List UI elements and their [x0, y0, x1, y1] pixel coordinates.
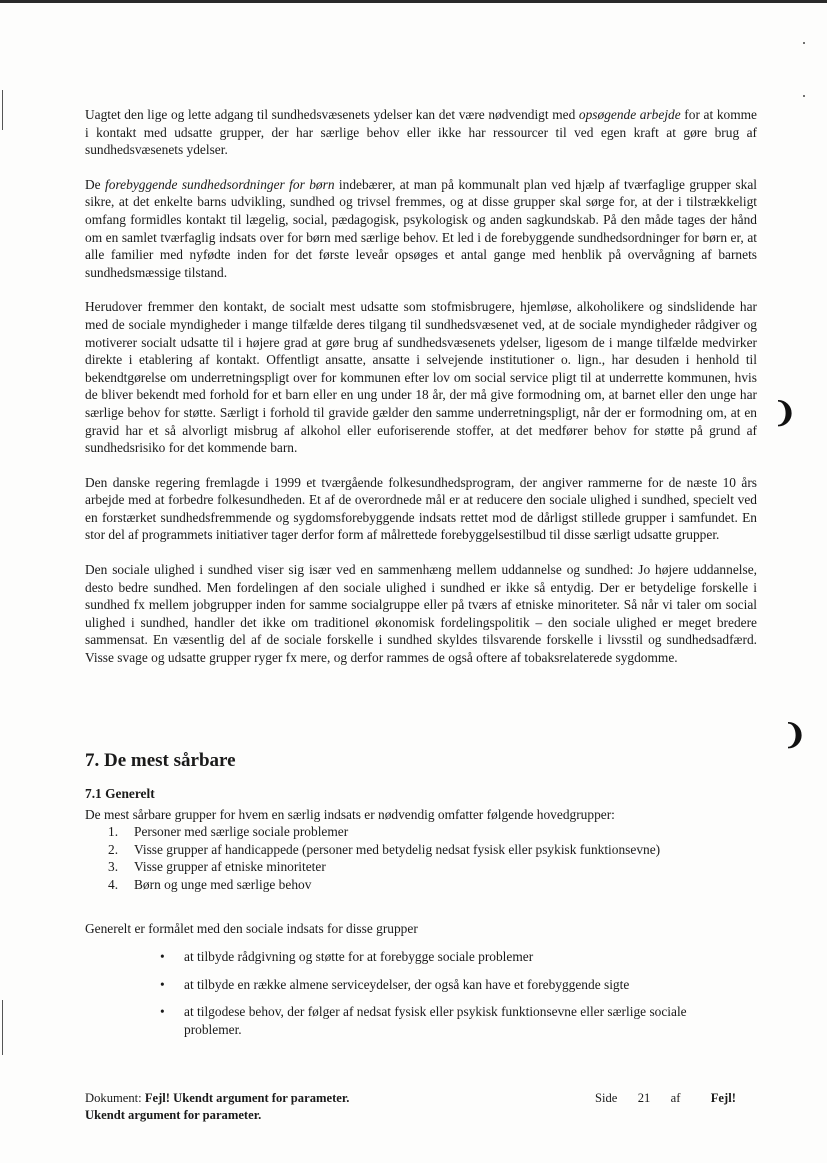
page-number: 21: [637, 1091, 651, 1105]
bullet-icon: •: [160, 976, 165, 992]
scan-margin-mark: [2, 1000, 3, 1055]
list-item: [108, 858, 660, 876]
footer-field-error: Ukendt argument for parameter.: [85, 1108, 262, 1122]
list-item: [108, 876, 660, 894]
page-label: Side: [595, 1091, 618, 1105]
list-item-text: at tilbyde en række almene serviceydelser, der også kan have et forebyggende sigte: [184, 976, 630, 992]
bullet-icon: •: [160, 949, 165, 964]
scan-curl-mark: ❩: [773, 398, 797, 429]
scan-margin-mark: [2, 90, 3, 130]
list-item: [108, 823, 660, 841]
text-run: Uagtet den lige og lette adgang til sundhedsvæsenets ydelser kan det være nødvendigt med: [85, 107, 579, 122]
page-of-label: af: [670, 1091, 681, 1105]
footer-document-label: Dokument:: [85, 1091, 145, 1105]
text-run: for at komme i kontakt med udsatte grupper, der har særlige behov eller ikke har ressourcer til ved egen kraft at gøre brug af sundhedsvæsenets ydelser.: [85, 107, 757, 158]
purpose-intro: Generelt er formålet med den sociale indsats for disse grupper: [85, 921, 418, 936]
list-item-text: at tilgodese behov, der følger af nedsat fysisk eller psykisk funktionsevne eller særlige sociale problemer.: [184, 1004, 687, 1037]
list-item: [160, 976, 730, 994]
bullet-icon: •: [160, 1004, 165, 1020]
list-item-text: Visse grupper af handicappede (personer med betydelig nedsat fysisk eller psykisk funktionsevne): [134, 841, 661, 857]
list-item: [108, 841, 660, 859]
paragraph-outreach: [85, 106, 757, 159]
groups-intro: De mest sårbare grupper for hvem en særlig indsats er nødvendig omfatter følgende hovedgrupper:: [85, 807, 615, 822]
paragraph-public-health-program: Den danske regering fremlagde i 1999 et tværgående folkesundhedsprogram, der angiver rammerne for de næste 10 års arbejde med at forbedre folkesundheden. Et af de overordnede mål er at reducere den sociale ulighed i sundhed, specielt ved en forstærket sundhedsfremmende og sygdomsforebyggende indsats rettet mod de dårligst stillede grupper i samfundet. En stor del af programmets initiativer tager derfor form af målrettede forebyggelsestilbud til disse særligt udsatte grupper.: [85, 474, 757, 543]
emphasis-outreach: opsøgende arbejde: [578, 107, 681, 122]
scan-curl-mark: ❩: [783, 720, 807, 751]
list-item-text: Personer med særlige sociale problemer: [134, 824, 349, 839]
text-run: indebærer, at man på kommunalt plan ved hjælp af tværfaglige grupper skal sikre, at det enkelte barns udvikling, sundhed og trivsel fremmes, og at disse grupper skal sørge for, at der i tilstrækkeligt omfang formidles kontakt til lægelig, social, pædagogisk, psykologisk og anden sagkundskab. På den måde tages der hånd om en samlet tværfaglig indsats over for børn med særlige behov. Et led i de forebyggende sundhedsordninger for børn er, at alle familier med nyfødte inden for det første leveår opsøges et antal gange med henblik på overvågning af barnets sundhedsmæssige tilstand.: [85, 176, 757, 280]
aims-list: [160, 948, 730, 1048]
footer-page-number: [595, 1090, 736, 1107]
page-total-error: Fejl!: [710, 1091, 736, 1105]
scan-speck: [803, 95, 805, 97]
list-item: [160, 948, 730, 966]
vulnerable-groups-list: [108, 823, 660, 893]
section-heading: 7. De mest sårbare: [85, 750, 236, 771]
list-number: 3.: [108, 859, 119, 875]
footer-field-error: Fejl! Ukendt argument for parameter.: [144, 1091, 350, 1105]
paragraph-social-inequality: Den sociale ulighed i sundhed viser sig især ved en sammenhæng mellem uddannelse og sundhed: Jo højere uddannelse, desto bedre sundhed. Men fordelingen af den sociale ulighed i sundhed er ikke så entydig. Der er betydelige forskelle i sundhed fx mellem jobgrupper inden for samme socialgruppe eller på tværs af etniske minoriteter. Så når vi taler om social ulighed i sundhed, handler det ikke om traditionel økonomisk fordelingspolitik – den sociale ulighed er meget bredere sammensat. En væsentlig del af de sociale forskelle i sundhed skyldes tilsvarende forskelle i livsstil og sundhedsadfærd. Visse svage og udsatte grupper ryger fx mere, og derfor rammes de også oftere af tobaksrelaterede sygdomme.: [85, 562, 757, 666]
footer-document: [85, 1090, 349, 1124]
text-run: De: [85, 176, 106, 192]
footer-document-line: [85, 1107, 349, 1124]
emphasis-child-health: forebyggende sundhedsordninger for børn: [105, 176, 335, 192]
list-item-text: at tilbyde rådgivning og støtte for at forebygge sociale problemer: [184, 949, 534, 964]
list-number: 1.: [108, 824, 119, 839]
list-number: 2.: [108, 841, 119, 857]
paragraph-social-contact: Herudover fremmer den kontakt, de socialt mest udsatte som stofmisbrugere, hjemløse, alkoholikere og sindslidende har med de sociale myndigheder i mange tilfælde deres tilgang til sundhedsvæsenet ved, at de sociale myndigheder rådgiver og motiverer socialt udsatte til i højere grad at gøre brug af sundhedsvæsenets ydelser, ligesom de i mange tilfælde medvirker direkte i etablering af kontakt. Offentligt ansatte, ansatte i selvejende institutioner o. lign., har desuden i henhold til bekendtgørelse om underretningspligt over for kommunen efter lov om social service pligt til at underrette kommunen, hvis de bliver bekendt med forhold for et barn eller en ung under 18 år, der må give formodning om, at barnet eller den unge har særlige behov for støtte. Særligt i forhold til gravide gælder den samme underretningspligt, når der er formodning om, at en gravid har et så alvorligt misbrug af alkohol eller euforiserende stoffer, at det medfører behov for støtte på grund af sundhedsrisiko for det kommende barn.: [85, 299, 757, 456]
list-item-text: Visse grupper af etniske minoriteter: [134, 859, 326, 875]
subsection-heading: 7.1 Generelt: [85, 786, 155, 801]
scan-speck: [803, 42, 805, 44]
paragraph-child-health: [85, 176, 757, 282]
list-number: 4.: [108, 876, 119, 892]
footer-document-line: [85, 1090, 349, 1107]
list-item-text: Børn og unge med særlige behov: [134, 876, 312, 892]
list-item: [160, 1003, 730, 1038]
body-text: [85, 106, 757, 667]
top-border-line: [0, 0, 827, 3]
